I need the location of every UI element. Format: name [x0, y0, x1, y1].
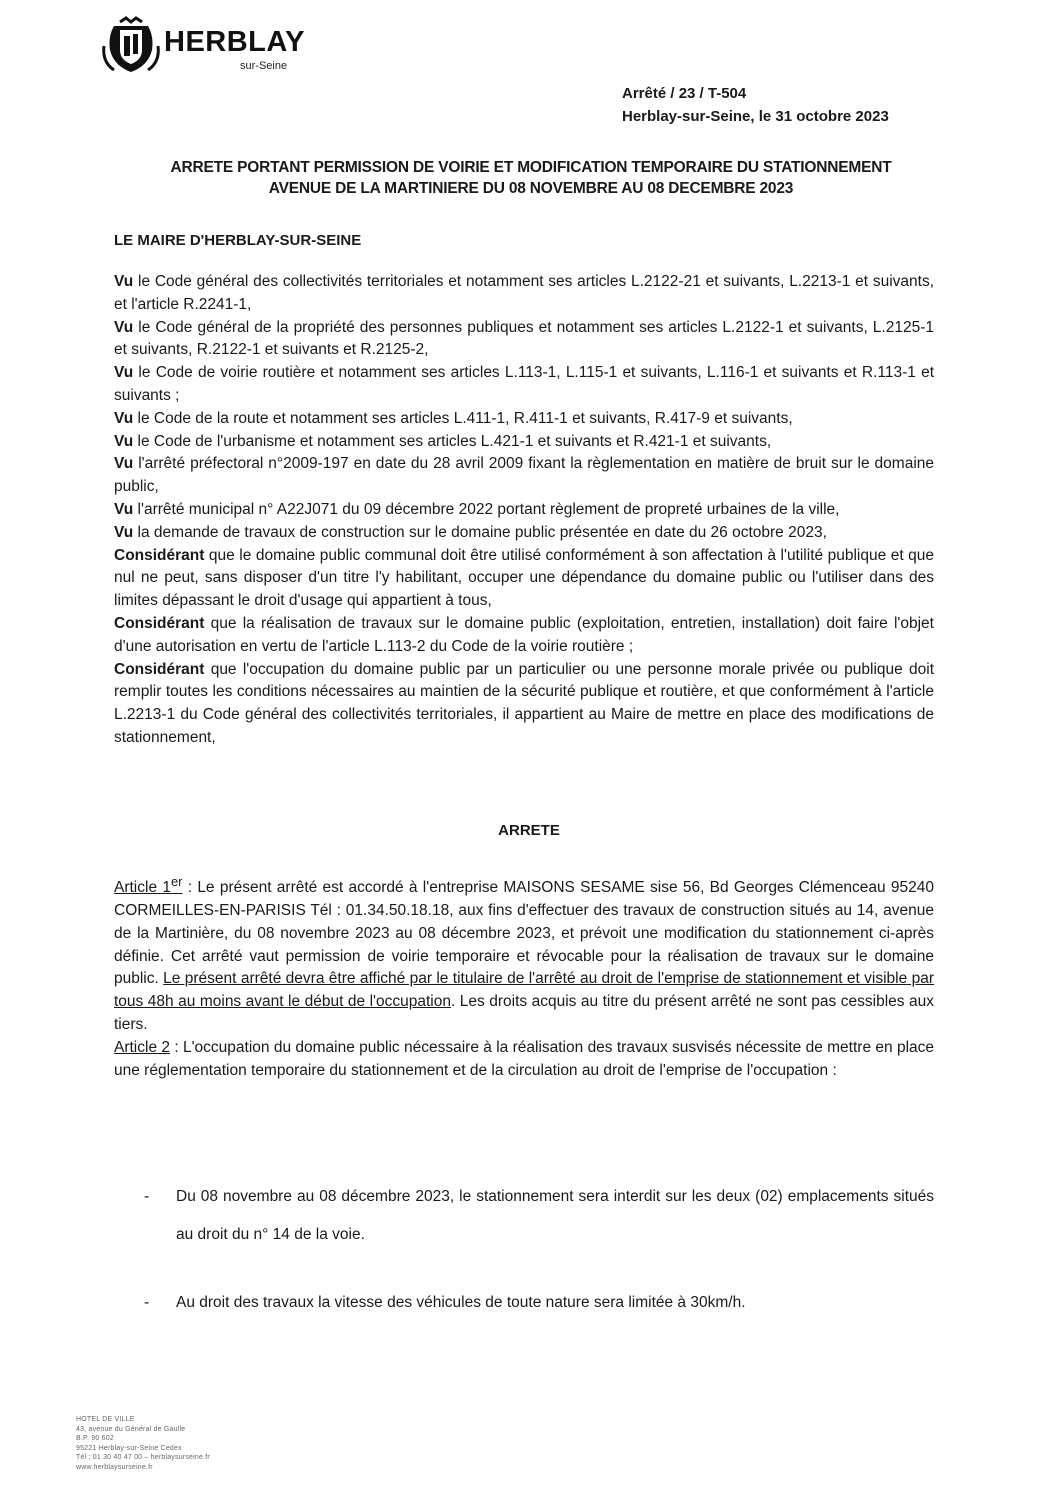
visa-paragraph [114, 271, 934, 317]
list-item [144, 1178, 934, 1254]
mayor-heading: LE MAIRE D'HERBLAY-SUR-SEINE [114, 232, 362, 249]
visa-paragraph [114, 453, 934, 499]
bullet-dash: - [144, 1294, 150, 1311]
city-coat-of-arms-icon [100, 16, 162, 76]
visa-text: le Code général de la propriété des personnes publiques et notamment ses articles L.2122-1 et suivants, L.2125-1 et suivants, R.2122-1 et suivants et R.2125-2, [114, 318, 934, 359]
visa-paragraph [114, 499, 934, 522]
articles-section [114, 871, 934, 1082]
visa-paragraph [114, 362, 934, 408]
article-1-text: Le présent arrêté est accordé à l'entreprise MAISONS SESAME sise 56, Bd Georges Clémenceau 95240 CORMEILLES-EN-PARISIS Tél : 01.34.50.18.18, aux fins d'effectuer des travaux de construction situés au 14, avenue de la Martinière, du 08 novembre 2023 au 08 décembre 2023, et prévoit une modification du stationnement ci-après définie. Cet arrêté vaut permission de voirie temporaire et révocable pour la réalisation de travaux sur le domaine public. [114, 879, 935, 988]
footer-line: 43, avenue du Général de Gaulle [76, 1425, 186, 1433]
document-title [110, 157, 952, 199]
article-1-colon: : [182, 879, 198, 897]
considering-lead: Considérant [114, 660, 205, 678]
logo-name: HERBLAY [164, 26, 306, 58]
visa-text: l'arrêté municipal n° A22J071 du 09 décembre 2022 portant règlement de propreté urbaines de la ville, [133, 500, 840, 518]
article-1-label-text: Article 1 [114, 879, 171, 897]
visa-paragraph [114, 408, 934, 431]
logo-subtitle: sur-Seine [240, 60, 288, 72]
visa-lead: Vu [114, 432, 134, 450]
title-line: ARRETE PORTANT PERMISSION DE VOIRIE ET MODIFICATION TEMPORAIRE DU STATIONNEMENT [170, 159, 892, 176]
visa-lead: Vu [114, 273, 134, 290]
visa-lead: Vu [114, 318, 134, 336]
article-2 [114, 1037, 934, 1083]
visa-text: le Code de voirie routière et notamment ses articles L.113-1, L.115-1 et suivants, L.116-1 et suivants et R.113-1 et suivants ; [114, 364, 934, 404]
visa-paragraph [114, 522, 934, 545]
footer-line: www.herblaysurseine.fr [76, 1463, 153, 1471]
visa-lead: Vu [114, 500, 134, 518]
city-hall-address [76, 1415, 416, 1472]
place-date: Herblay-sur-Seine, le 31 octobre 2023 [622, 108, 889, 125]
list-item-text: Du 08 novembre au 08 décembre 2023, le stationnement sera interdit sur les deux (02) emplacements situés au droit du n° 14 de la voie. [176, 1188, 934, 1243]
considering-text: que la réalisation de travaux sur le domaine public (exploitation, entretien, installation) doit faire l'objet d'une autorisation en vertu de l'article L.113-2 du Code de la voirie routière ; [114, 614, 934, 655]
article-2-text: L'occupation du domaine public nécessaire à la réalisation des travaux susvisés nécessite de mettre en place une réglementation temporaire du stationnement et de la circulation au droit de l'emprise de l'occupation : [114, 1038, 934, 1079]
visa-text: le Code de l'urbanisme et notamment ses articles L.421-1 et suivants et R.421-1 et suivants, [133, 432, 772, 450]
decree-reference: Arrêté / 23 / T-504 [622, 85, 747, 102]
visa-lead: Vu [114, 409, 134, 427]
footer-line: HOTEL DE VILLE [76, 1416, 135, 1423]
considering-text: que le domaine public communal doit être utilisé conformément à son affectation à l'utilité publique et que nul ne peut, sans disposer d'un titre l'y habilitant, occuper une dépendance du domaine public ou l'utiliser dans des limites dépassant le droit d'usage qui appartient à tous, [114, 546, 934, 610]
considering-paragraph [114, 613, 934, 659]
considering-paragraph [114, 545, 934, 613]
considering-lead: Considérant [114, 614, 205, 632]
article-1-label [114, 874, 183, 897]
visas-section [114, 271, 934, 750]
list-item-text: Au droit des travaux la vitesse des véhicules de toute nature sera limitée à 30km/h. [176, 1294, 746, 1311]
title-line: AVENUE DE LA MARTINIERE DU 08 NOVEMBRE AU 08 DECEMBRE 2023 [268, 180, 794, 197]
considering-paragraph [114, 659, 934, 750]
measures-list [144, 1178, 934, 1322]
considering-lead: Considérant [114, 546, 205, 564]
visa-lead: Vu [114, 455, 134, 473]
herblay-logo [100, 10, 330, 74]
arrete-heading: ARRETE [498, 822, 560, 839]
visa-lead: Vu [114, 523, 134, 541]
visa-paragraph [114, 317, 934, 363]
article-1-sup: er [170, 874, 183, 889]
article-1-text-end: . Les droits acquis au titre du présent arrêté ne sont pas cessibles aux tiers. [114, 993, 934, 1033]
footer-line: Tél : 01 30 40 47 00 – herblaysurseine.fr [76, 1454, 210, 1461]
article-2-colon: : [170, 1038, 183, 1056]
visa-text: le Code de la route et notamment ses articles L.411-1, R.411-1 et suivants, R.417-9 et suivants, [133, 409, 793, 427]
article-1-underlined-text: Le présent arrêté devra être affiché par le titulaire de l'arrêté au droit de l'emprise de stationnement et visible par tous 48h au moins avant le début de l'occupation [114, 970, 934, 1011]
footer-line: B.P. 90 602 [76, 1435, 114, 1442]
article-2-label: Article 2 [114, 1038, 171, 1056]
article-1 [114, 871, 934, 1037]
reference-block [622, 82, 889, 128]
visa-lead: Vu [114, 364, 134, 382]
bullet-dash: - [144, 1188, 150, 1205]
list-item [144, 1284, 934, 1322]
footer-line: 95221 Herblay-sur-Seine Cedex [76, 1444, 182, 1452]
visa-text: la demande de travaux de construction sur le domaine public présentée en date du 26 octobre 2023, [133, 523, 827, 541]
visa-text: l'arrêté préfectoral n°2009-197 en date du 28 avril 2009 fixant la règlementation en matière de bruit sur le domaine public, [114, 455, 934, 496]
considering-text: que l'occupation du domaine public par un particulier ou une personne morale privée ou publique doit remplir toutes les conditions nécessaires au maintien de la sécurité publique et routière, et que conformément à l'article L.2213-1 du Code général des collectivités territoriales, il appartient au Maire de mettre en place des modifications de stationnement, [114, 660, 934, 746]
visa-text: le Code général des collectivités territoriales et notamment ses articles L.2122-21 et suivants, L.2213-1 et suivants, et l'article R.2241-1, [114, 273, 934, 313]
visa-paragraph [114, 431, 934, 454]
